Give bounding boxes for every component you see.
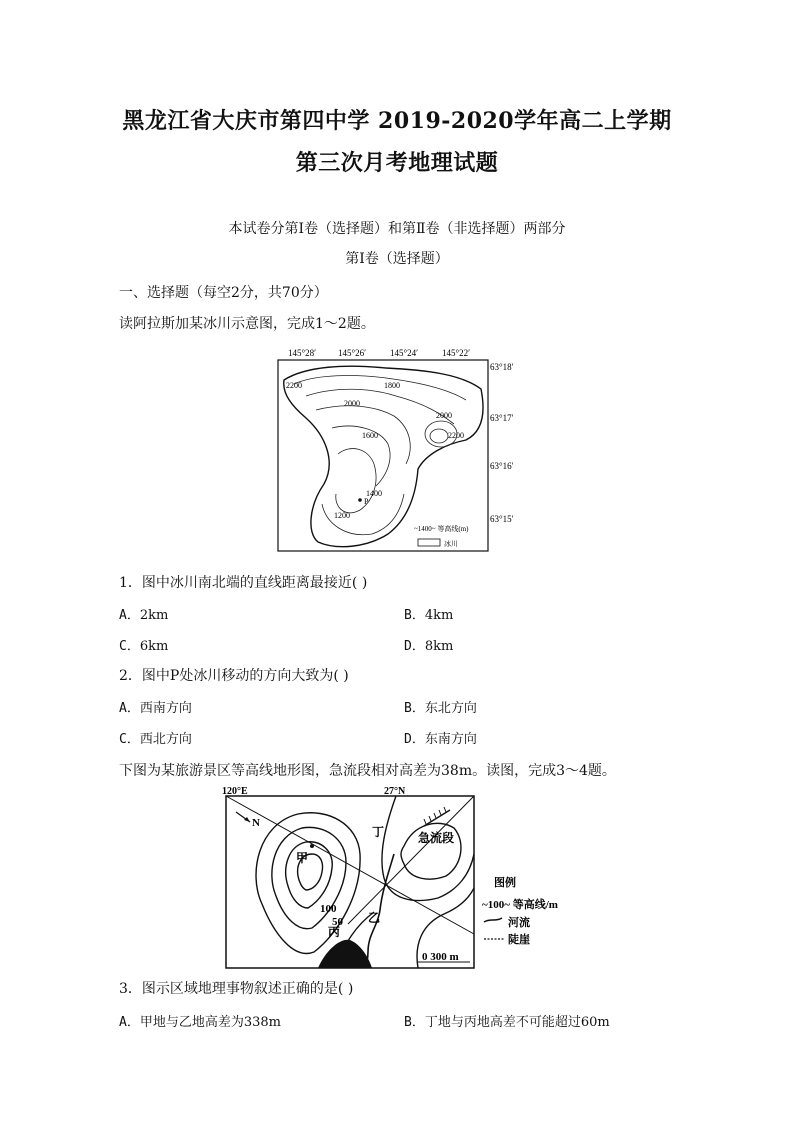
scale-label: 0 300 m bbox=[422, 951, 459, 963]
place-jia: 甲 bbox=[296, 851, 309, 865]
lon-label: 145°22′ bbox=[442, 348, 471, 358]
q12-lead: 读阿拉斯加某冰川示意图，完成1～2题。 bbox=[119, 316, 375, 332]
document-title-line1: 黑龙江省大庆市第四中学 2019-2020学年高二上学期 bbox=[122, 108, 672, 134]
option-text: 西南方向 bbox=[139, 701, 192, 716]
question-3-stem: 3．图示区域地理事物叙述正确的是( ) bbox=[119, 981, 354, 997]
legend-river-symbol bbox=[484, 918, 502, 922]
lon-label: 120°E bbox=[222, 786, 248, 797]
contour-label: 2200 bbox=[448, 431, 464, 440]
lat-label: 63°16′ bbox=[490, 461, 514, 471]
legend-contour: ~1400~ 等高线(m) bbox=[414, 525, 469, 533]
q34-lead: 下图为某旅游景区等高线地形图，急流段相对高差为38m。读图，完成3～4题。 bbox=[119, 763, 616, 779]
q3-option-a[interactable] bbox=[119, 1011, 281, 1030]
option-key: A． bbox=[119, 701, 140, 716]
option-key: D． bbox=[404, 732, 425, 747]
contour-label: 2000 bbox=[344, 399, 360, 408]
q1-option-c[interactable] bbox=[119, 635, 168, 654]
document-title-line2: 第三次月考地理试题 bbox=[295, 150, 499, 176]
place-ding: 丁 bbox=[372, 825, 385, 839]
contour-label: 2000 bbox=[436, 411, 452, 420]
q1-option-d[interactable] bbox=[404, 635, 453, 654]
question-1-stem: 1．图中冰川南北端的直线距离最接近( ) bbox=[119, 575, 368, 591]
legend-river: 河流 bbox=[508, 917, 530, 929]
lon-label: 145°24′ bbox=[390, 348, 419, 358]
option-text: 西北方向 bbox=[139, 732, 192, 747]
q1-option-a[interactable] bbox=[119, 604, 168, 623]
contour-line bbox=[382, 796, 474, 901]
option-text: 2km bbox=[139, 608, 169, 623]
contour-label: 1600 bbox=[362, 431, 378, 440]
contour-label: 100 bbox=[320, 903, 337, 915]
place-yi: 乙 bbox=[368, 911, 381, 925]
lon-label: 145°26′ bbox=[338, 348, 367, 358]
option-text: 东北方向 bbox=[424, 701, 477, 716]
lon-label: 145°28′ bbox=[288, 348, 317, 358]
glacier-map bbox=[276, 344, 521, 554]
contour-label: 1800 bbox=[384, 381, 400, 390]
structure-note: 本试卷分第Ⅰ卷（选择题）和第Ⅱ卷（非选择题）两部分 bbox=[228, 221, 566, 237]
option-text: 东南方向 bbox=[424, 732, 477, 747]
option-text: 丁地与丙地高差不可能超过60m bbox=[424, 1015, 610, 1030]
option-text: 6km bbox=[139, 639, 169, 654]
scenic-contour-map bbox=[218, 784, 584, 970]
section-line bbox=[348, 796, 474, 924]
contour-line bbox=[294, 376, 466, 400]
contour-label: 50 bbox=[332, 916, 343, 928]
lat-label: 63°15′ bbox=[490, 514, 514, 524]
contour-line bbox=[430, 429, 448, 443]
option-key: D． bbox=[404, 639, 425, 654]
option-key: A． bbox=[119, 1015, 140, 1030]
option-key: B． bbox=[404, 1015, 425, 1030]
q2-option-d[interactable] bbox=[404, 728, 477, 747]
contour-label: 1400 bbox=[366, 489, 382, 498]
option-key: C． bbox=[119, 639, 140, 654]
section-line bbox=[226, 796, 474, 934]
lat-label: 63°17′ bbox=[490, 413, 514, 423]
option-key: B． bbox=[404, 701, 425, 716]
q1-option-b[interactable] bbox=[404, 604, 453, 623]
question-2-stem: 2．图中P处冰川移动的方向大致为( ) bbox=[119, 668, 349, 684]
legend-cliff: 陡崖 bbox=[508, 934, 530, 946]
hill-fill bbox=[318, 940, 372, 968]
option-key: A． bbox=[119, 608, 140, 623]
part1-title: 第Ⅰ卷（选择题） bbox=[345, 251, 449, 267]
legend-title: 图例 bbox=[494, 877, 516, 889]
rapids-label: 急流段 bbox=[418, 831, 455, 845]
legend-glacier-swatch bbox=[418, 539, 440, 546]
option-key: B． bbox=[404, 608, 425, 623]
q2-option-b[interactable] bbox=[404, 697, 477, 716]
option-text: 甲地与乙地高差为338m bbox=[139, 1015, 281, 1030]
contour-line bbox=[306, 389, 454, 424]
cliff-symbol bbox=[424, 807, 446, 824]
section1-heading: 一、选择题（每空2分，共70分） bbox=[119, 285, 328, 301]
option-text: 8km bbox=[424, 639, 454, 654]
legend-glacier: 冰川 bbox=[444, 540, 458, 548]
option-text: 4km bbox=[424, 608, 454, 623]
option-key: C． bbox=[119, 732, 140, 747]
point-p-marker bbox=[358, 498, 362, 502]
contour-label: 1200 bbox=[334, 511, 350, 520]
q2-option-a[interactable] bbox=[119, 697, 192, 716]
q3-option-b[interactable] bbox=[404, 1011, 610, 1030]
point-jia-marker bbox=[310, 844, 314, 848]
legend-contour: ~100~ 等高线/m bbox=[482, 899, 558, 911]
contour-label: 2200 bbox=[286, 381, 302, 390]
lat-label: 27°N bbox=[384, 786, 406, 797]
contour-line bbox=[336, 449, 376, 513]
lat-label: 63°18′ bbox=[490, 362, 514, 372]
point-p-label: P bbox=[364, 497, 369, 506]
place-bing: 丙 bbox=[328, 925, 341, 939]
north-label: N bbox=[252, 817, 260, 829]
q2-option-c[interactable] bbox=[119, 728, 192, 747]
